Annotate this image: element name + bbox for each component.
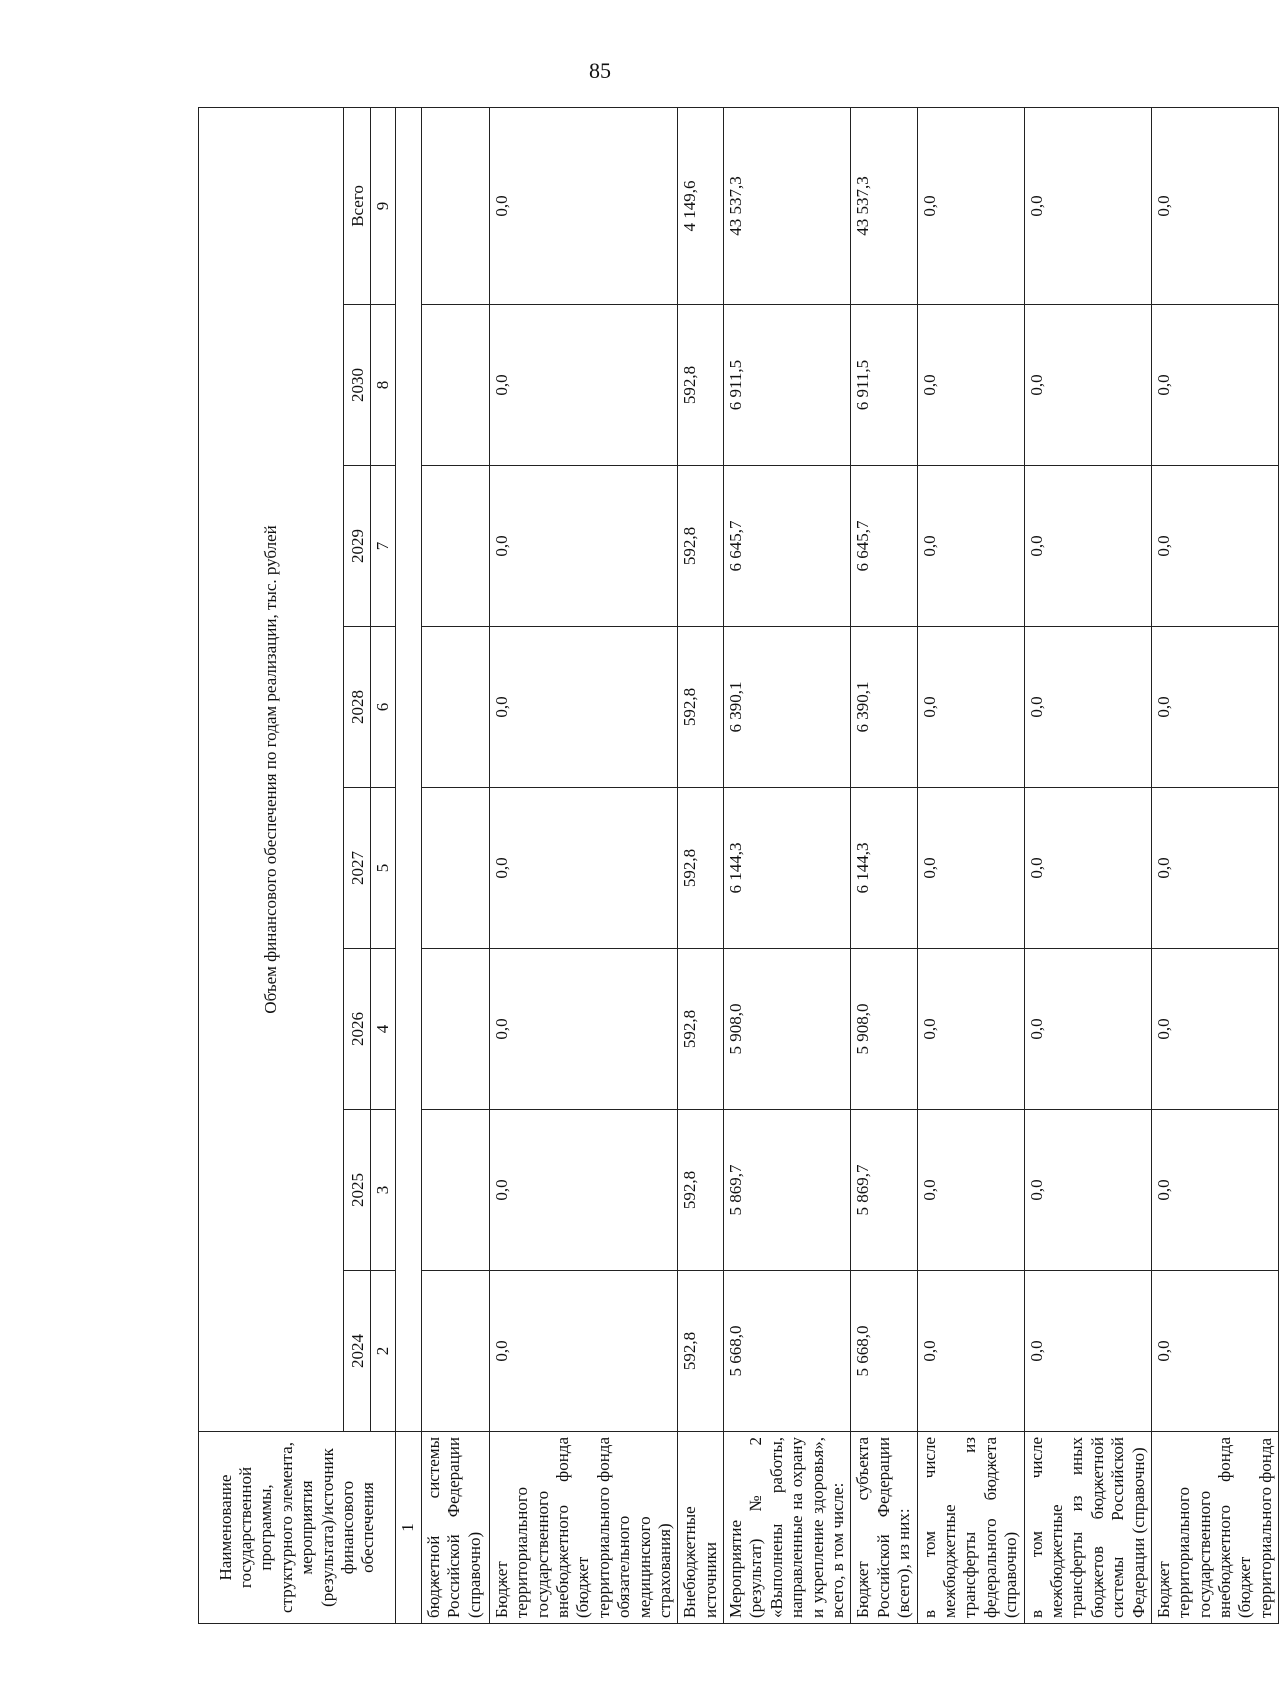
row-name: в том числе межбюджетные трансферты из иных бюджетов бюджетной системы Российской Федерации (справочно) — [1024, 1432, 1151, 1624]
rotated-table-container — [198, 108, 1275, 1624]
row-value-col-3: 0,0 — [1151, 1110, 1278, 1271]
column-number-2: 2 — [371, 1271, 396, 1432]
row-value-col-8: 6 911,5 — [724, 305, 851, 466]
row-value-col-6: 592,8 — [678, 627, 724, 788]
row-value-col-8: 0,0 — [917, 305, 1024, 466]
row-value-col-7: 0,0 — [1151, 466, 1278, 627]
table-row — [1151, 107, 1278, 1623]
row-value-col-7 — [421, 466, 489, 627]
row-value-col-4: 0,0 — [917, 949, 1024, 1110]
row-value-col-2: 0,0 — [1024, 1271, 1151, 1432]
row-value-col-5: 592,8 — [678, 788, 724, 949]
row-value-col-8: 0,0 — [1024, 305, 1151, 466]
row-value-col-9: 0,0 — [489, 107, 678, 304]
row-value-col-6: 6 390,1 — [724, 627, 851, 788]
column-number-5: 5 — [371, 788, 396, 949]
row-value-col-9: 43 537,3 — [724, 107, 851, 304]
row-value-col-3: 592,8 — [678, 1110, 724, 1271]
funding-volume-header: Объем финансового обеспечения по годам реализации, тыс. рублей — [199, 107, 344, 1431]
row-value-col-9: 4 149,6 — [678, 107, 724, 304]
row-name: бюджетной системы Российской Федерации (справочно) — [421, 1432, 489, 1624]
table-row — [724, 107, 851, 1623]
column-number-7: 7 — [371, 466, 396, 627]
row-value-col-4: 0,0 — [1024, 949, 1151, 1110]
row-value-col-2: 592,8 — [678, 1271, 724, 1432]
row-value-col-3 — [421, 1110, 489, 1271]
column-number-spacer — [396, 107, 421, 1431]
row-name: Бюджет территориального государственного внебюджетного фонда (бюджет территориального фонда обязательного медицинского страхования) — [489, 1432, 678, 1624]
year-header-2028: 2028 — [344, 627, 371, 788]
table-row — [917, 107, 1024, 1623]
row-value-col-6: 0,0 — [1151, 627, 1278, 788]
row-value-col-3: 5 869,7 — [724, 1110, 851, 1271]
row-name: Внебюджетные источники — [678, 1432, 724, 1624]
year-header-2025: 2025 — [344, 1110, 371, 1271]
row-value-col-4: 5 908,0 — [851, 949, 917, 1110]
name-column-header: Наименование государственной программы, структурного элемента, мероприятия (результата)/источник финансового обеспечения — [199, 1432, 396, 1624]
row-value-col-5: 0,0 — [1024, 788, 1151, 949]
table-row — [678, 107, 724, 1623]
row-value-col-5: 6 144,3 — [724, 788, 851, 949]
year-header-2030: 2030 — [344, 305, 371, 466]
page-number: 85 — [589, 58, 611, 83]
budget-table — [198, 107, 1279, 1624]
column-number-4: 4 — [371, 949, 396, 1110]
year-header-2027: 2027 — [344, 788, 371, 949]
row-value-col-4 — [421, 949, 489, 1110]
row-value-col-7: 6 645,7 — [851, 466, 917, 627]
row-value-col-9: 43 537,3 — [851, 107, 917, 304]
row-value-col-3: 0,0 — [489, 1110, 678, 1271]
row-value-col-9: 0,0 — [917, 107, 1024, 304]
table-row — [421, 107, 489, 1623]
row-value-col-6: 0,0 — [1024, 627, 1151, 788]
column-number-3: 3 — [371, 1110, 396, 1271]
table-row — [489, 107, 678, 1623]
year-header-2026: 2026 — [344, 949, 371, 1110]
row-value-col-5: 0,0 — [917, 788, 1024, 949]
year-header-2029: 2029 — [344, 466, 371, 627]
row-value-col-8: 0,0 — [1151, 305, 1278, 466]
row-name: Мероприятие (результат) № 2 «Выполнены работы, направленные на охрану и укрепление здоровья», всего, в том числе: — [724, 1432, 851, 1624]
row-name: в том числе межбюджетные трансферты из федерального бюджета (справочно) — [917, 1432, 1024, 1624]
row-value-col-2: 5 668,0 — [851, 1271, 917, 1432]
row-value-col-6: 6 390,1 — [851, 627, 917, 788]
table-row — [851, 107, 917, 1623]
row-value-col-5: 0,0 — [489, 788, 678, 949]
row-value-col-4: 5 908,0 — [724, 949, 851, 1110]
row-value-col-2: 0,0 — [1151, 1271, 1278, 1432]
row-value-col-9: 0,0 — [1024, 107, 1151, 304]
row-value-col-8: 0,0 — [489, 305, 678, 466]
year-header-2024: 2024 — [344, 1271, 371, 1432]
row-value-col-4: 0,0 — [489, 949, 678, 1110]
row-value-col-4: 0,0 — [1151, 949, 1278, 1110]
row-value-col-8 — [421, 305, 489, 466]
row-value-col-2: 0,0 — [489, 1271, 678, 1432]
row-value-col-2 — [421, 1271, 489, 1432]
row-value-col-4: 592,8 — [678, 949, 724, 1110]
column-number-6: 6 — [371, 627, 396, 788]
row-value-col-6: 0,0 — [917, 627, 1024, 788]
row-value-col-7: 0,0 — [489, 466, 678, 627]
row-name: Бюджет субъекта Российской Федерации (всего), из них: — [851, 1432, 917, 1624]
row-value-col-5: 0,0 — [1151, 788, 1278, 949]
column-number-1: 1 — [396, 1432, 421, 1624]
row-value-col-3: 5 869,7 — [851, 1110, 917, 1271]
row-value-col-7: 6 645,7 — [724, 466, 851, 627]
row-value-col-5: 6 144,3 — [851, 788, 917, 949]
row-value-col-3: 0,0 — [1024, 1110, 1151, 1271]
row-value-col-7: 0,0 — [1024, 466, 1151, 627]
row-value-col-8: 6 911,5 — [851, 305, 917, 466]
row-value-col-9 — [421, 107, 489, 304]
row-value-col-2: 0,0 — [917, 1271, 1024, 1432]
row-value-col-3: 0,0 — [917, 1110, 1024, 1271]
row-name: Бюджет территориального государственного внебюджетного фонда (бюджет территориального фонда — [1151, 1432, 1278, 1624]
column-number-8: 8 — [371, 305, 396, 466]
row-value-col-9: 0,0 — [1151, 107, 1278, 304]
column-number-9: 9 — [371, 107, 396, 304]
row-value-col-6: 0,0 — [489, 627, 678, 788]
row-value-col-2: 5 668,0 — [724, 1271, 851, 1432]
table-row — [1024, 107, 1151, 1623]
row-value-col-7: 0,0 — [917, 466, 1024, 627]
row-value-col-8: 592,8 — [678, 305, 724, 466]
row-value-col-5 — [421, 788, 489, 949]
year-header-total: Всего — [344, 107, 371, 304]
row-value-col-7: 592,8 — [678, 466, 724, 627]
row-value-col-6 — [421, 627, 489, 788]
